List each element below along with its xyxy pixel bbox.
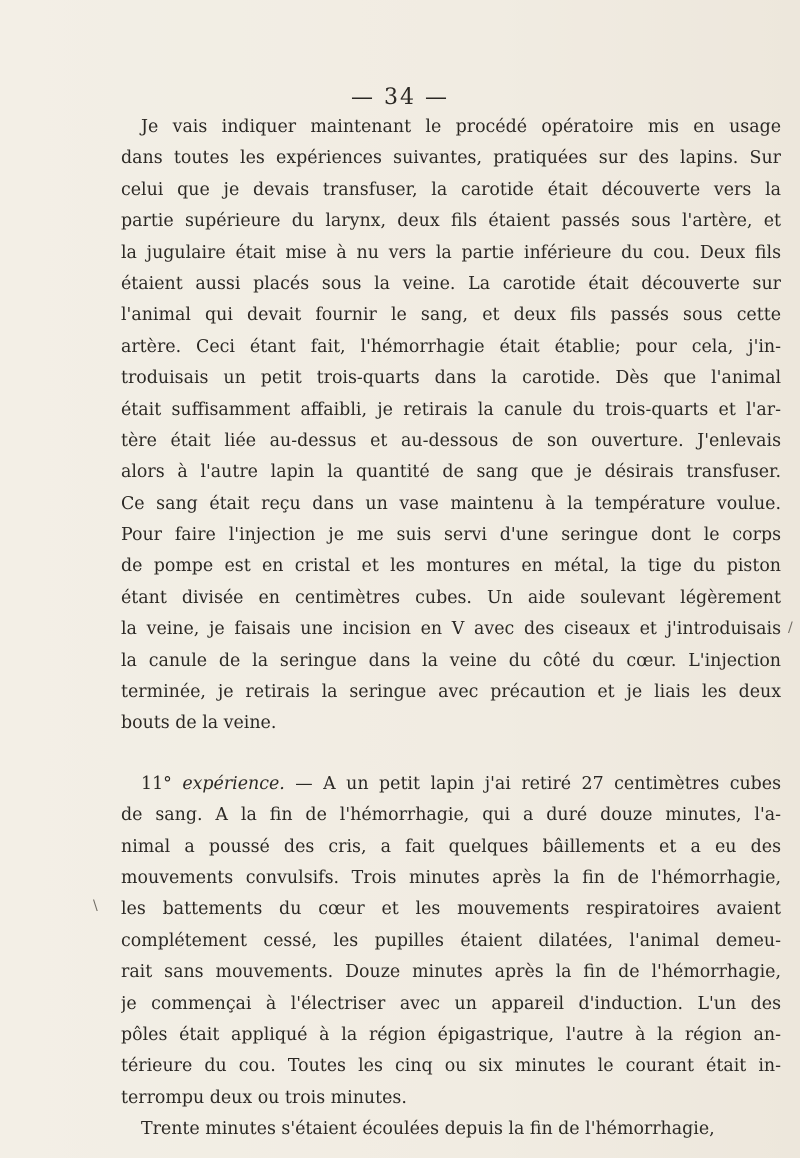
text-line: nimal a poussé des cris, a fait quelques bâillements et a eu des [121,836,781,857]
text-line: complétement cessé, les pupilles étaient dilatées, l'animal demeu- [121,930,781,951]
paragraph-procedure [121,112,781,740]
text-line: térieure du cou. Toutes les cinq ou six minutes le courant était in- [121,1056,781,1077]
text-line: la jugulaire était mise à nu vers la partie inférieure du cou. Deux fils [121,242,781,263]
text-line-rest: — A un petit lapin j'ai retiré 27 centimètres cubes [295,773,781,794]
text-line: troduisais un petit trois-quarts dans la carotide. Dès que l'animal [121,368,781,389]
text-line: de sang. A la fin de l'hémorrhagie, qui a duré douze minutes, l'a- [121,805,781,826]
text-line: Je vais indiquer maintenant le procédé opératoire mis en usage [141,117,781,137]
experience-label: expérience. [182,773,285,794]
text-line: la canule de la seringue dans la veine du côté du cœur. L'injection [121,650,781,671]
text-line: la veine, je faisais une incision en V avec des ciseaux et j'introduisais [121,619,781,640]
text-line: bouts de la veine. [121,713,277,734]
paragraph-experience-11 [121,769,781,1114]
text-line: mouvements convulsifs. Trois minutes après la fin de l'hémorrhagie, [121,867,781,888]
paper-speck: \ [93,898,98,914]
text-line: terminée, je retirais la seringue avec précaution et je liais les deux [121,682,781,703]
paper-speck: / [788,620,793,636]
experience-heading-line [121,769,781,800]
text-line: pôles était appliqué à la région épigastrique, l'autre à la région an- [121,1024,781,1045]
text-line: dans toutes les expériences suivantes, pratiquées sur des lapins. Sur [121,148,781,169]
text-line: étaient aussi placés sous la veine. La carotide était découverte sur [121,273,781,294]
text-line: était suffisamment affaibli, je retirais la canule du trois-quarts et l'ar- [121,399,781,420]
text-line: Ce sang était reçu dans un vase maintenu à la température voulue. [121,493,781,514]
text-line: Pour faire l'injection je me suis servi d'une seringue dont le corps [121,525,781,546]
text-line: étant divisée en centimètres cubes. Un aide soulevant légèrement [121,587,781,608]
experience-number: 11° [141,773,172,794]
page-number: — 34 — [351,85,449,110]
text-line: je commençai à l'électriser avec un appareil d'induction. L'un des [121,993,781,1014]
text-line: tère était liée au-dessus et au-dessous de son ouverture. J'enlevais [121,430,781,451]
text-line: artère. Ceci étant fait, l'hémorrhagie était établie; pour cela, j'in- [121,336,781,357]
text-line: les battements du cœur et les mouvements respiratoires avaient [121,899,781,920]
text-line: celui que je devais transfuser, la carotide était découverte vers la [121,179,781,200]
text-line: alors à l'autre lapin la quantité de sang que je désirais transfuser. [121,462,781,483]
text-line: Trente minutes s'étaient écoulées depuis la fin de l'hémorrhagie, [141,1119,715,1140]
text-line: partie supérieure du larynx, deux fils étaient passés sous l'artère, et [121,211,781,232]
text-line: de pompe est en cristal et les montures en métal, la tige du piston [121,556,781,577]
text-line: l'animal qui devait fournir le sang, et deux fils passés sous cette [121,305,781,326]
paragraph-gap [121,740,781,769]
text-line: terrompu deux ou trois minutes. [121,1087,407,1108]
body-text [121,112,781,1146]
text-line: rait sans mouvements. Douze minutes après la fin de l'hémorrhagie, [121,962,781,983]
